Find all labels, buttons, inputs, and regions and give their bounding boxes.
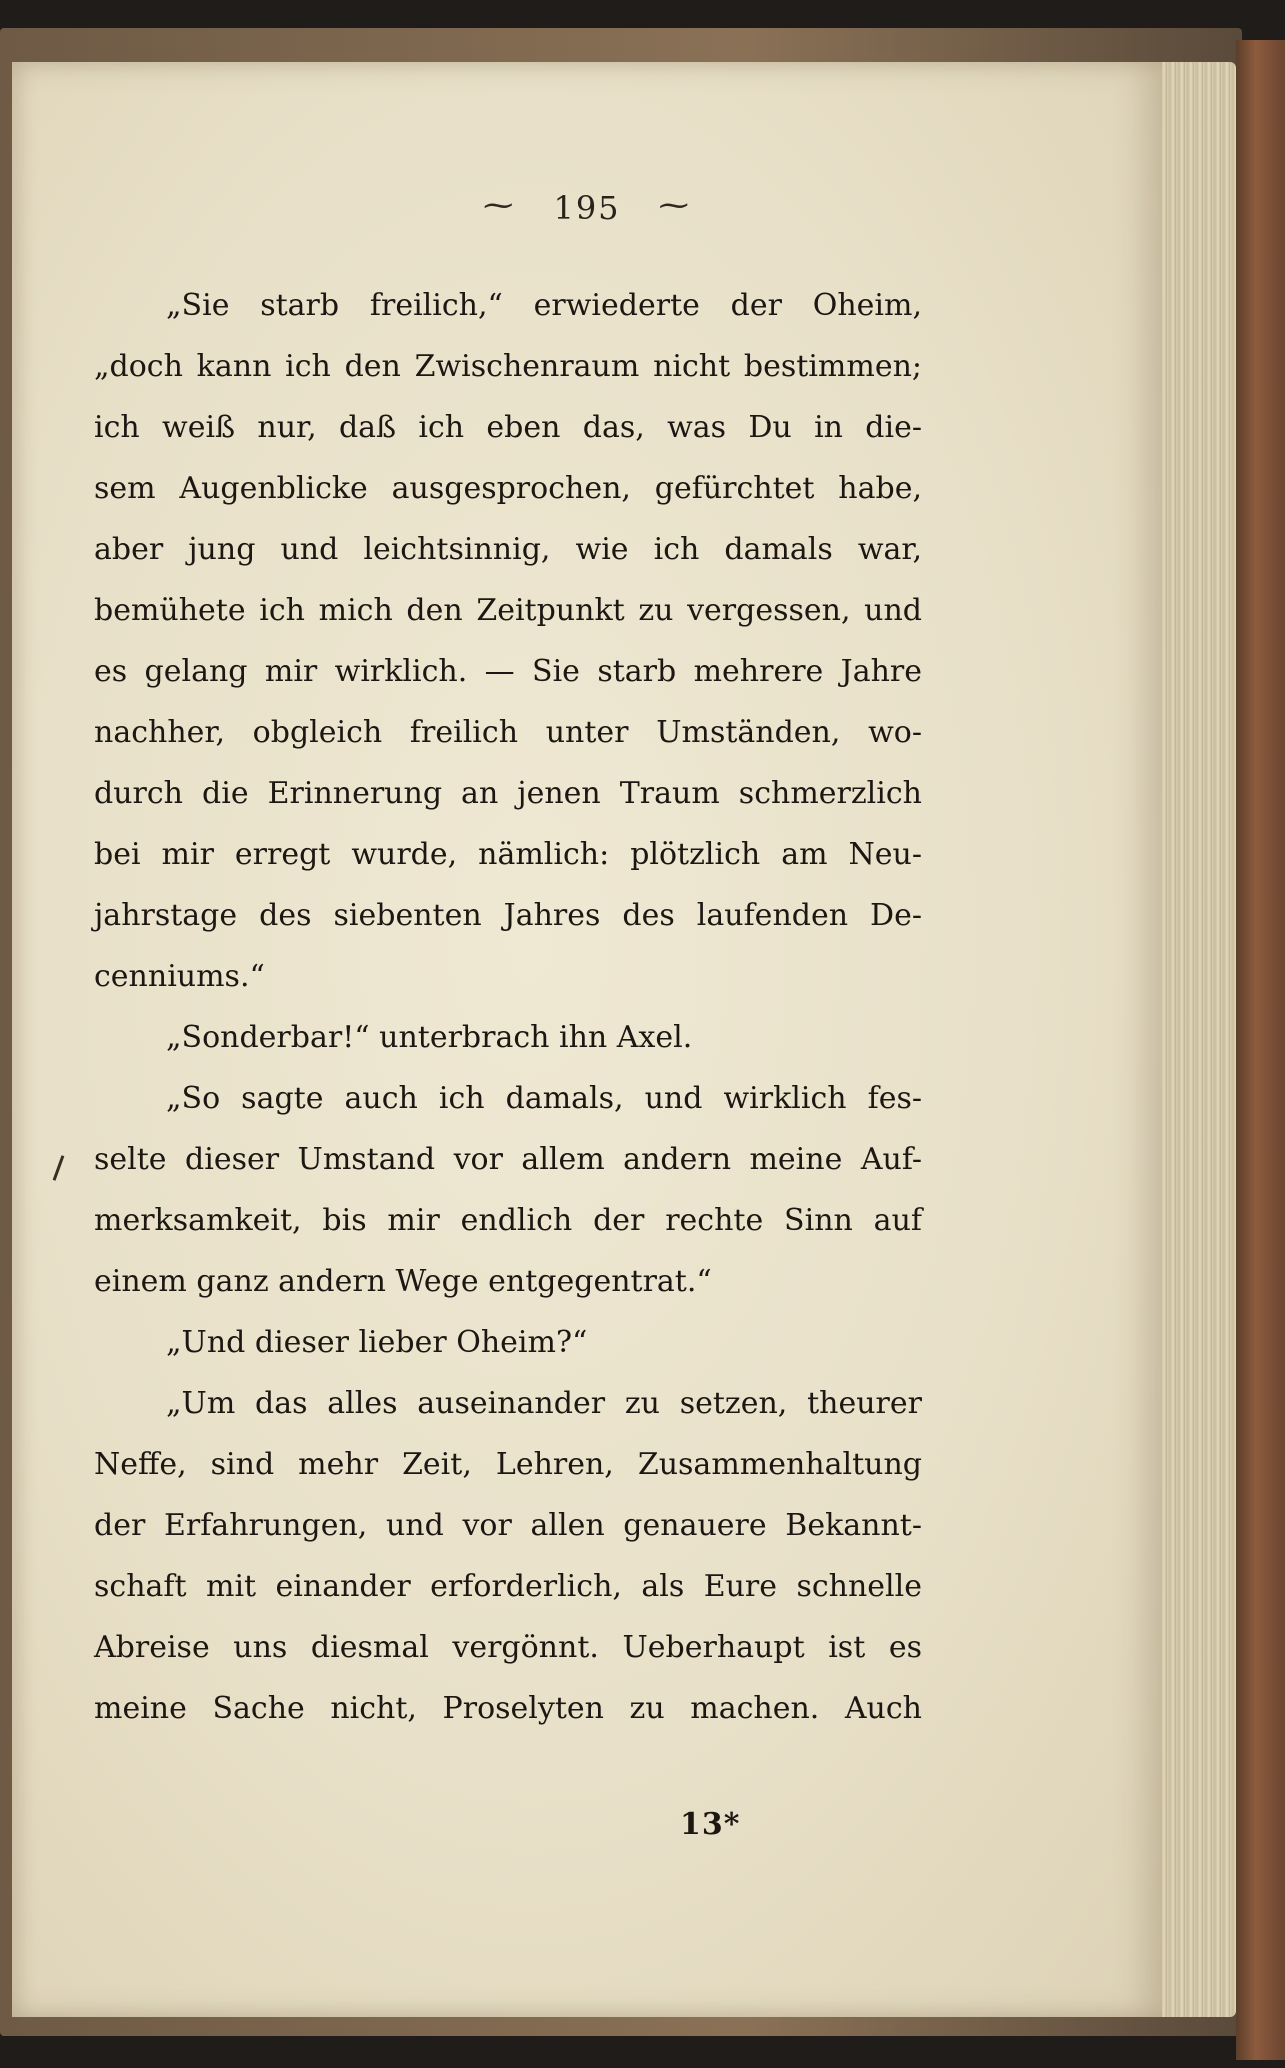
book-cover-edge [1236,40,1285,2060]
page-number: 195 [553,189,621,227]
text-line: ich weiß nur, daß ich eben das, was Du in die- [94,410,922,445]
book-page [12,62,1162,2017]
text-line: „Sie starb freilich,“ erwiederte der Oheim, [166,288,922,323]
text-line: schaft mit einander erforderlich, als Eure schnelle [94,1569,922,1604]
signature-mark: 13* [680,1807,741,1842]
margin-mark [53,1155,65,1180]
text-line: der Erfahrungen, und vor allen genauere Bekannt- [94,1508,922,1543]
ornament-left: ⁓ [483,188,516,223]
text-line: selte dieser Umstand vor allem andern meine Auf- [94,1142,922,1177]
text-line: meine Sache nicht, Proselyten zu machen. Auch [94,1691,922,1726]
text-line: aber jung und leichtsinnig, wie ich damals war, [94,532,922,567]
text-line: „Sonderbar!“ unterbrach ihn Axel. [166,1020,693,1055]
text-line: bei mir erregt wurde, nämlich: plötzlich am Neu- [94,837,922,872]
text-line: durch die Erinnerung an jenen Traum schmerzlich [94,776,922,811]
text-line: Abreise uns diesmal vergönnt. Ueberhaupt ist es [94,1630,922,1665]
text-line: jahrstage des siebenten Jahres des laufenden De- [94,898,922,933]
text-line: „So sagte auch ich damals, und wirklich fes- [166,1081,922,1116]
text-line: merksamkeit, bis mir endlich der rechte Sinn auf [94,1203,922,1238]
text-line: Neffe, sind mehr Zeit, Lehren, Zusammenhaltung [94,1447,922,1482]
text-line: „Um das alles auseinander zu setzen, theurer [166,1386,922,1421]
text-line: sem Augenblicke ausgesprochen, gefürchtet habe, [94,471,922,506]
text-line: es gelang mir wirklich. — Sie starb mehrere Jahre [94,654,922,689]
ornament-right: ⁓ [658,188,691,223]
text-line: „doch kann ich den Zwischenraum nicht bestimmen; [94,349,922,384]
text-line: bemühete ich mich den Zeitpunkt zu vergessen, und [94,593,922,628]
body-text [94,275,922,1739]
text-line: nachher, obgleich freilich unter Umständen, wo- [94,715,922,750]
text-line: cenniums.“ [94,959,265,994]
text-line: einem ganz andern Wege entgegentrat.“ [94,1264,712,1299]
text-line: „Und dieser lieber Oheim?“ [166,1325,588,1360]
page-header [12,188,1162,227]
